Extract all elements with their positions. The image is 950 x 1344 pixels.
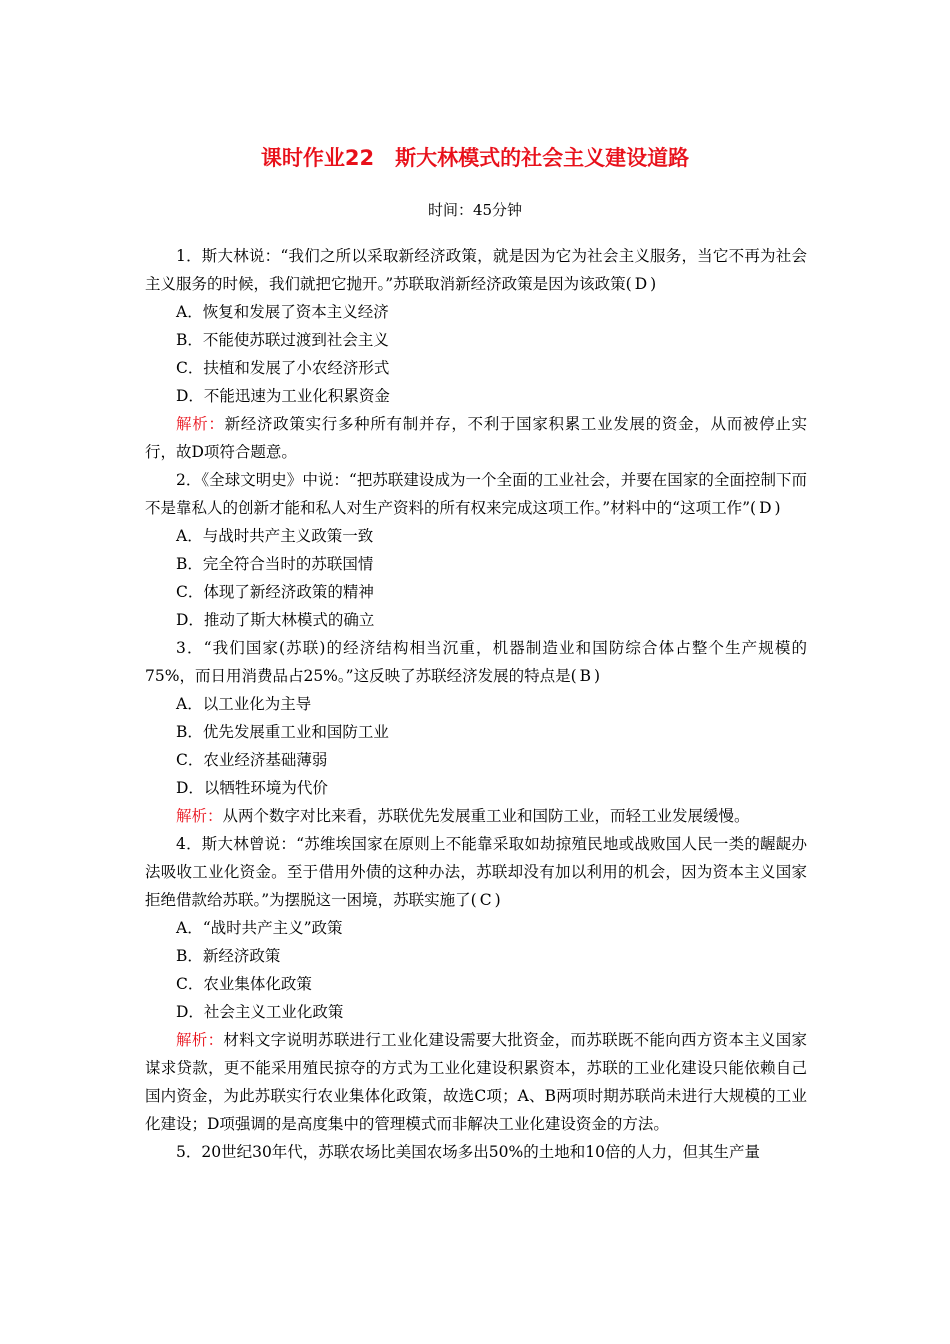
option-d: D．社会主义工业化政策 [176,1003,344,1021]
stem-close: ) [774,499,781,517]
option-c: C．农业经济基础薄弱 [176,751,328,769]
question-stem [145,634,807,690]
option-d: D．推动了斯大林模式的确立 [176,611,375,629]
question-4 [145,830,807,1138]
question-stem [145,1138,807,1166]
stem-text: 2．《全球文明史》中说：“把苏联建设成为一个全面的工业社会，并要在国家的全面控制下而不是靠私人的创新才能和私人对生产资料的所有权来完成这项工作。”材料中的“这项工作”( [145,471,807,517]
question-1 [145,242,807,466]
analysis [145,410,807,466]
time-limit: 时间：45分钟 [427,201,523,219]
analysis-label: 解析： [176,415,225,433]
answer: B [579,667,592,685]
option-b: B．不能使苏联过渡到社会主义 [176,331,389,349]
analysis-text: 材料文字说明苏联进行工业化建设需要大批资金，而苏联既不能向西方资本主义国家谋求贷款，更不能采用殖民掠夺的方式为工业化建设积累资本，苏联的工业化建设只能依赖自己国内资金，为此苏联实行农业集体化政策，故选C项；A、B两项时期苏联尚未进行大规模的工业化建设；D项强调的是高度集中的管理模式而非解决工业化建设资金的方法。 [145,1031,807,1133]
question-2 [145,466,807,634]
stem-close: ) [650,275,657,293]
stem-text: 3．“我们国家(苏联)的经济结构相当沉重，机器制造业和国防综合体占整个生产规模的75%，而日用消费品占25%。”这反映了苏联经济发展的特点是( [145,639,807,685]
option-a: A．与战时共产主义政策一致 [176,527,374,545]
stem-close: ) [594,667,601,685]
analysis-label: 解析： [176,1031,224,1049]
question-stem [145,830,807,914]
analysis-text: 从两个数字对比来看，苏联优先发展重工业和国防工业，而轻工业发展缓慢。 [222,807,750,825]
option-c: C．体现了新经济政策的精神 [176,583,374,601]
stem-close: ) [494,891,501,909]
option-d: D．不能迅速为工业化积累资金 [176,387,390,405]
answer: C [479,891,492,909]
question-stem [145,466,807,522]
option-c: C．农业集体化政策 [176,975,312,993]
analysis-text: 新经济政策实行多种所有制并存，不利于国家积累工业发展的资金，从而被停止实行，故D项符合题意。 [145,415,807,461]
option-b: B．完全符合当时的苏联国情 [176,555,374,573]
question-3 [145,634,807,830]
option-a: A．“战时共产主义”政策 [176,919,343,937]
option-c: C．扶植和发展了小农经济形式 [176,359,390,377]
question-list [145,242,807,1166]
answer: D [634,275,648,293]
option-b: B．新经济政策 [176,947,281,965]
question-5 [145,1138,807,1166]
option-b: B．优先发展重工业和国防工业 [176,723,389,741]
option-a: A．恢复和发展了资本主义经济 [176,303,389,321]
question-stem [145,242,807,298]
answer: D [759,499,772,517]
stem-text: 4．斯大林曾说：“苏维埃国家在原则上不能靠采取如劫掠殖民地或战败国人民一类的龌龊办法吸收工业化资金。至于借用外债的这种办法，苏联却没有加以利用的机会，因为资本主义国家拒绝借款给苏联。”为摆脱这一困境，苏联实施了( [145,835,807,909]
option-d: D．以牺牲环境为代价 [176,779,328,797]
analysis [145,802,807,830]
stem-text: 5．20世纪30年代，苏联农场比美国农场多出50%的土地和10倍的人力，但其生产量 [176,1143,760,1161]
page-title: 课时作业22 斯大林模式的社会主义建设道路 [260,146,690,170]
analysis-label: 解析： [176,807,223,825]
stem-text: 1．斯大林说：“我们之所以采取新经济政策，就是因为它为社会主义服务，当它不再为社会主义服务的时候，我们就把它抛开。”苏联取消新经济政策是因为该政策( [145,247,807,293]
option-a: A．以工业化为主导 [176,695,312,713]
analysis [145,1026,807,1138]
